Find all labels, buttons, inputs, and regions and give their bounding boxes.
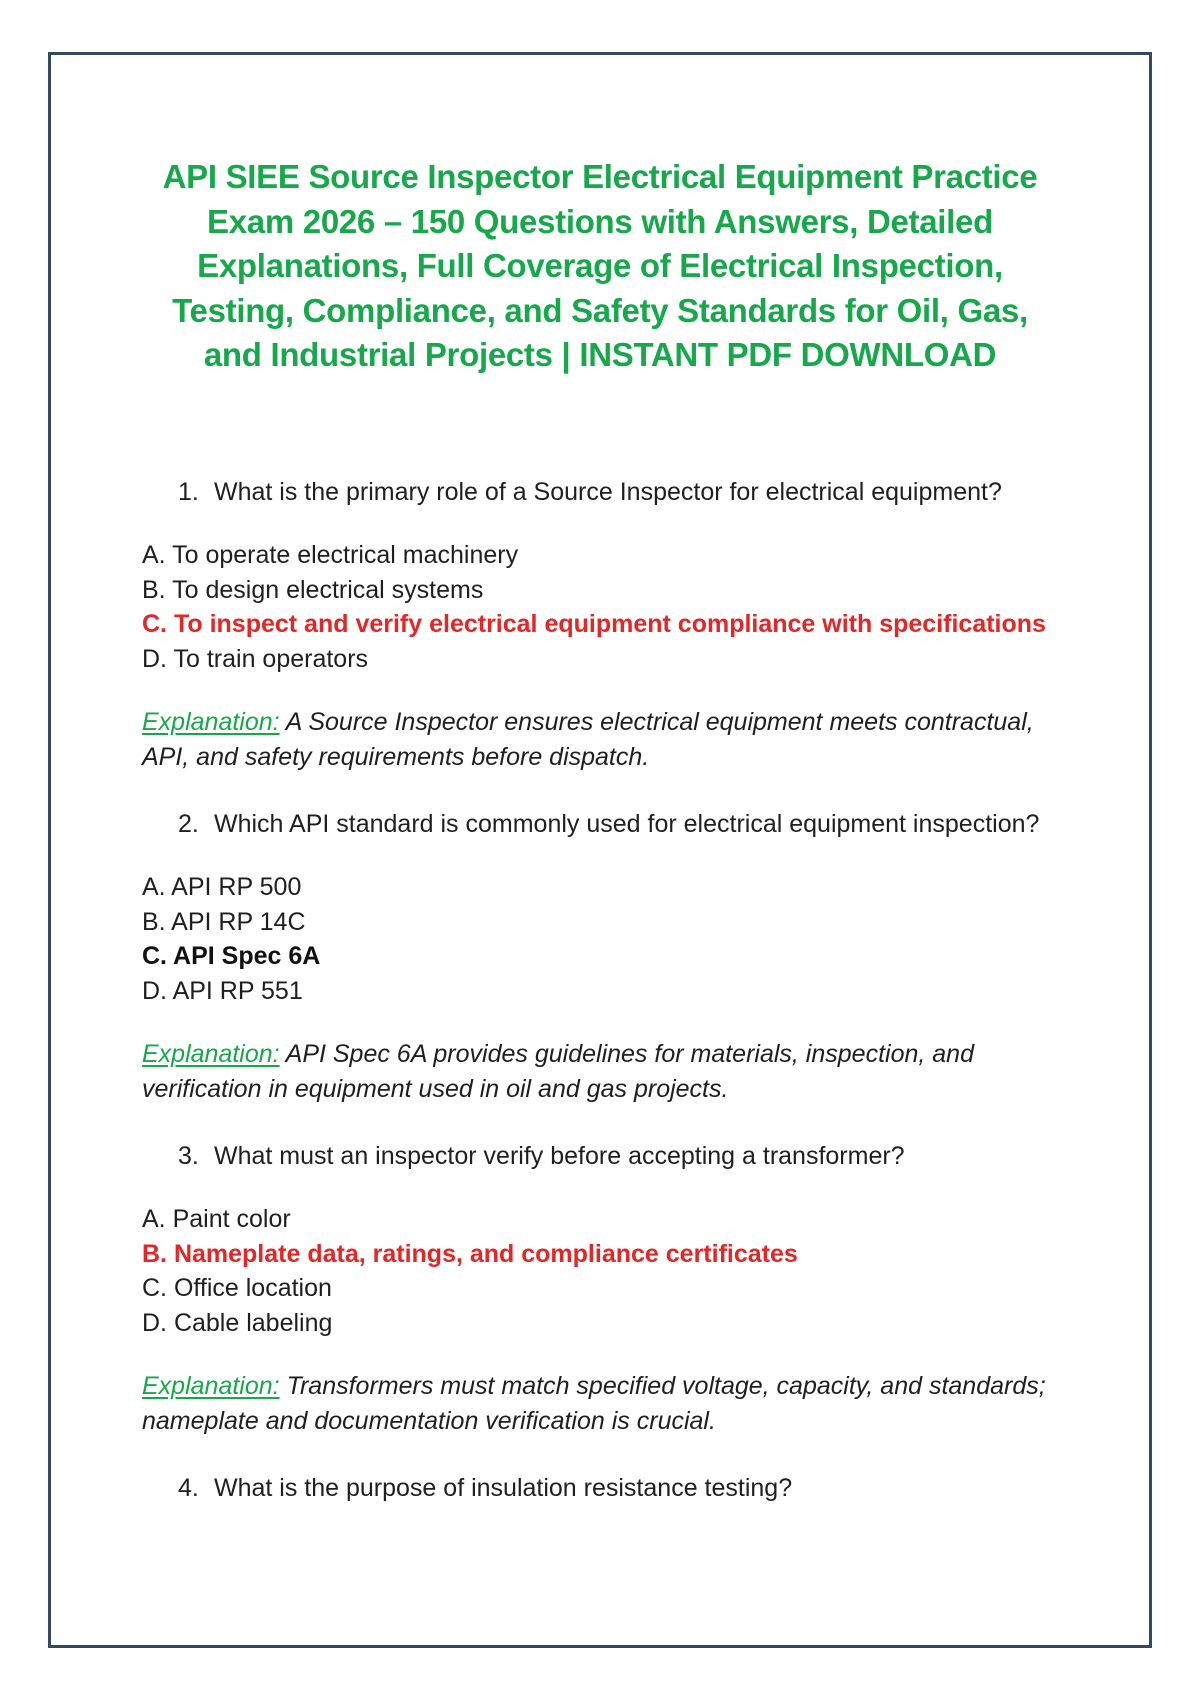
question-number: 3. bbox=[178, 1142, 199, 1170]
answer-option: C. Office location bbox=[142, 1274, 332, 1302]
correct-answer-option: B. Nameplate data, ratings, and compliance certificates bbox=[142, 1239, 798, 1268]
question-number: 2. bbox=[178, 810, 199, 838]
question-block-4 bbox=[142, 1472, 1082, 1504]
explanation bbox=[142, 1037, 1082, 1106]
answer-option: D. API RP 551 bbox=[142, 976, 303, 1005]
question-number: 4. bbox=[178, 1474, 199, 1502]
document-title: API SIEE Source Inspector Electrical Equipment Practice Exam 2026 – 150 Questions with Answers, Detailed Explanations, Full Coverage of Electrical Inspection, Testing, Compliance, and Safety Standards for Oil, Gas, and Industrial Projects | INSTANT PDF DOWNLOAD bbox=[162, 158, 1038, 373]
explanation-text: Transformers must match specified voltage, capacity, and standards; nameplate and documentation verification is crucial. bbox=[142, 1372, 1046, 1435]
explanation-label: Explanation: bbox=[142, 1040, 280, 1068]
explanation bbox=[142, 705, 1082, 774]
question-block-2 bbox=[142, 808, 1082, 1106]
answer-option: A. API RP 500 bbox=[142, 873, 302, 901]
question-block-1 bbox=[142, 476, 1082, 774]
answer-option: B. To design electrical systems bbox=[142, 575, 484, 604]
question-text bbox=[178, 808, 1082, 840]
question-number: 1. bbox=[178, 478, 199, 506]
question-prompt: What is the primary role of a Source Inspector for electrical equipment? bbox=[214, 478, 1002, 506]
correct-answer-option: C. To inspect and verify electrical equipment compliance with specifications bbox=[142, 610, 1046, 638]
answer-option: D. To train operators bbox=[142, 644, 369, 673]
question-prompt: What is the purpose of insulation resistance testing? bbox=[214, 1474, 793, 1502]
answer-options bbox=[142, 1202, 1082, 1340]
question-text bbox=[178, 1472, 1082, 1504]
question-prompt: Which API standard is commonly used for electrical equipment inspection? bbox=[214, 810, 1040, 838]
explanation bbox=[142, 1369, 1082, 1438]
correct-answer-option: C. API Spec 6A bbox=[142, 942, 321, 970]
answer-option: D. Cable labeling bbox=[142, 1308, 333, 1337]
question-text bbox=[178, 1140, 1082, 1172]
explanation-text: A Source Inspector ensures electrical equipment meets contractual, API, and safety requirements before dispatch. bbox=[142, 708, 1034, 771]
explanation-text: API Spec 6A provides guidelines for materials, inspection, and verification in equipment used in oil and gas projects. bbox=[142, 1040, 974, 1103]
answer-option: A. Paint color bbox=[142, 1205, 291, 1233]
answer-option: B. API RP 14C bbox=[142, 907, 306, 936]
explanation-label: Explanation: bbox=[142, 708, 280, 736]
answer-option: A. To operate electrical machinery bbox=[142, 541, 519, 569]
answer-options bbox=[142, 538, 1082, 676]
answer-options bbox=[142, 870, 1082, 1008]
explanation-label: Explanation: bbox=[142, 1372, 280, 1400]
question-prompt: What must an inspector verify before accepting a transformer? bbox=[214, 1142, 905, 1170]
question-block-3 bbox=[142, 1140, 1082, 1438]
question-text bbox=[178, 476, 1082, 508]
